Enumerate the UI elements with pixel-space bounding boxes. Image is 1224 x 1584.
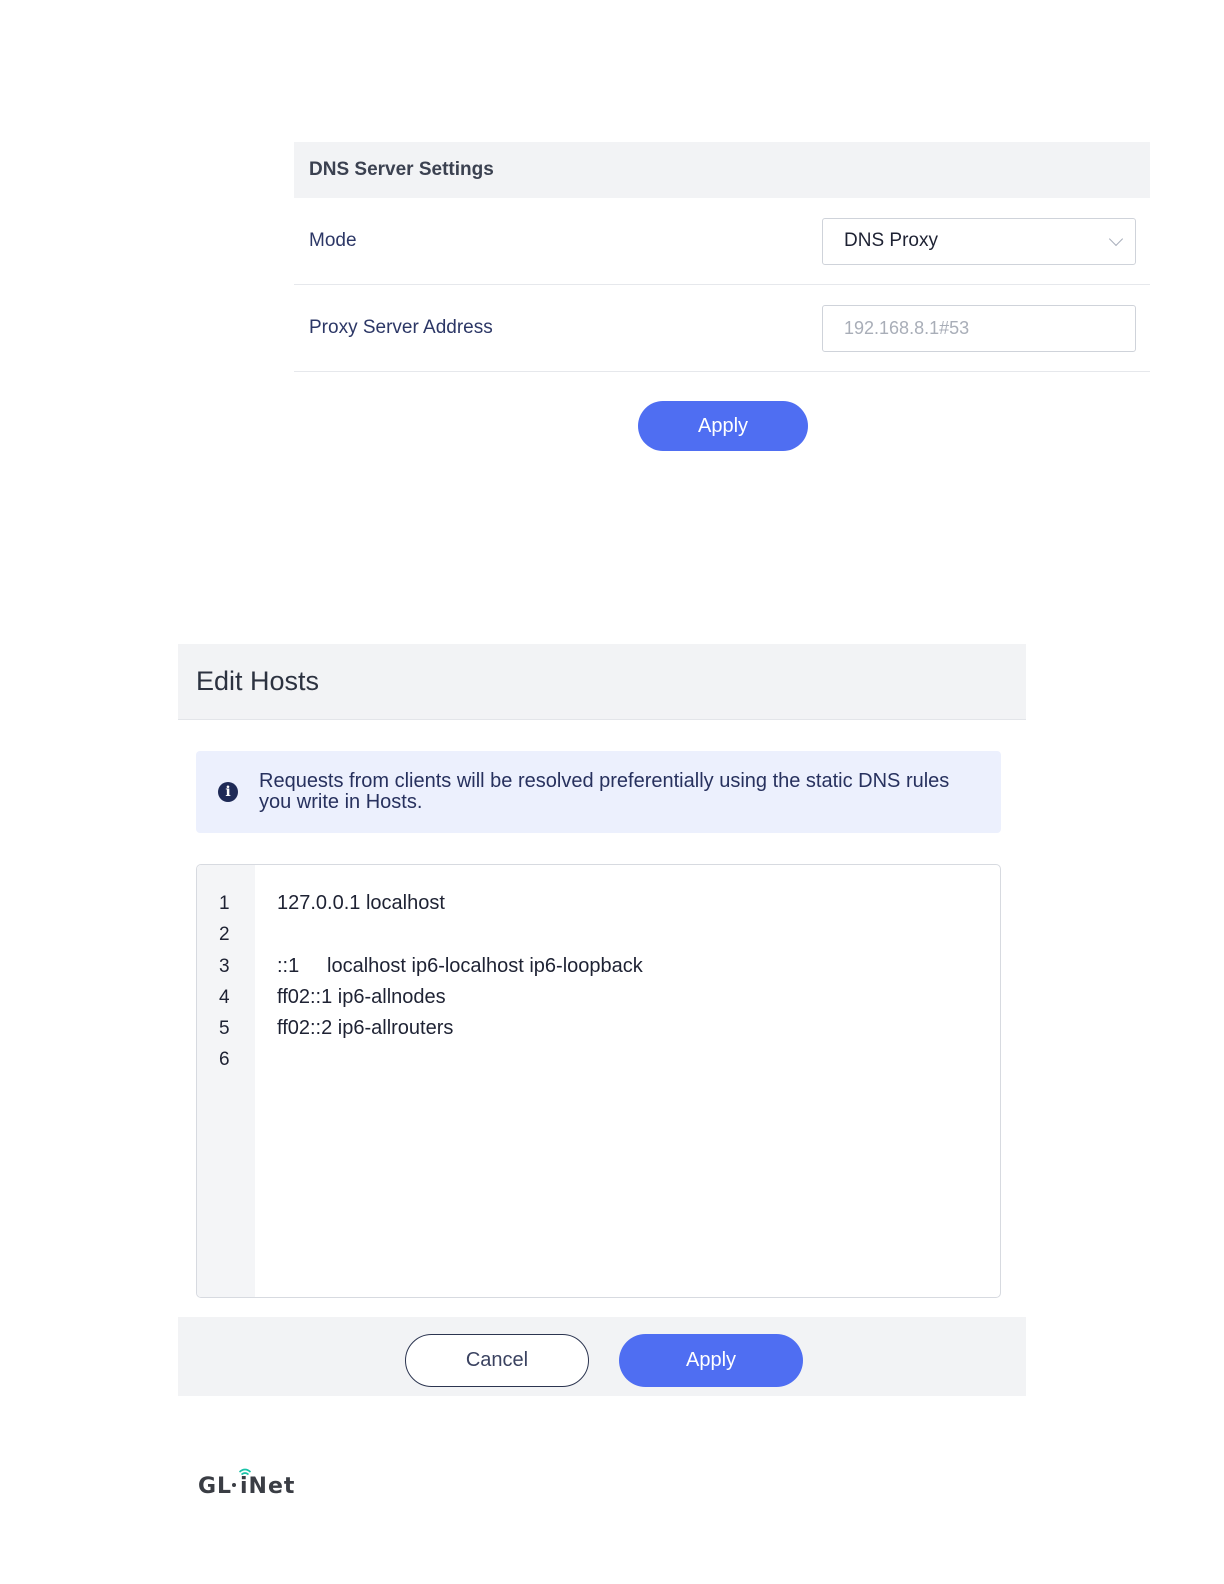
line-number: 5 bbox=[219, 1018, 230, 1040]
cancel-button[interactable]: Cancel bbox=[405, 1334, 589, 1387]
dns-apply-button[interactable]: Apply bbox=[638, 401, 808, 451]
edit-hosts-title: Edit Hosts bbox=[178, 644, 1026, 720]
hosts-editor[interactable] bbox=[196, 864, 1001, 1298]
mode-select[interactable] bbox=[822, 218, 1136, 265]
code-line[interactable]: ff02::1 ip6-allnodes bbox=[277, 985, 446, 1008]
line-number: 1 bbox=[219, 893, 230, 914]
dialog-footer bbox=[178, 1317, 1026, 1396]
code-line[interactable]: ::1 localhost ip6-localhost ip6-loopback bbox=[277, 954, 643, 977]
code-line[interactable] bbox=[277, 919, 1000, 950]
proxy-server-address-input[interactable] bbox=[822, 305, 1136, 352]
chevron-down-icon bbox=[1109, 231, 1123, 245]
proxy-server-row bbox=[294, 285, 1150, 372]
info-text: Requests from clients will be resolved preferentially using the static DNS rules you write in Hosts. bbox=[259, 770, 950, 813]
code-line[interactable]: 127.0.0.1 localhost bbox=[277, 892, 445, 914]
mode-row bbox=[294, 198, 1150, 285]
code-line[interactable]: ff02::2 ip6-allrouters bbox=[277, 1017, 454, 1040]
mode-select-value: DNS Proxy bbox=[844, 230, 938, 251]
dns-settings-title: DNS Server Settings bbox=[294, 142, 1150, 198]
info-banner bbox=[196, 751, 1001, 833]
line-number: 6 bbox=[219, 1049, 230, 1071]
mode-label: Mode bbox=[309, 230, 357, 251]
line-number: 4 bbox=[219, 986, 230, 1008]
line-number: 2 bbox=[219, 924, 230, 946]
hosts-code-area[interactable] bbox=[255, 865, 1000, 1297]
gl-inet-logo bbox=[198, 1466, 296, 1496]
proxy-server-label: Proxy Server Address bbox=[309, 317, 493, 338]
svg-text:iNet: iNet bbox=[240, 1474, 296, 1496]
edit-hosts-dialog bbox=[178, 644, 1026, 1371]
line-number: 3 bbox=[219, 955, 230, 977]
gl-inet-logo-mark bbox=[198, 1466, 296, 1496]
line-number-gutter bbox=[197, 865, 255, 1297]
info-icon: i bbox=[218, 782, 238, 802]
dns-server-settings-panel bbox=[294, 142, 1150, 437]
code-line[interactable] bbox=[277, 1044, 1000, 1075]
hosts-apply-button[interactable]: Apply bbox=[619, 1334, 803, 1387]
svg-text:GL: GL bbox=[198, 1474, 233, 1496]
